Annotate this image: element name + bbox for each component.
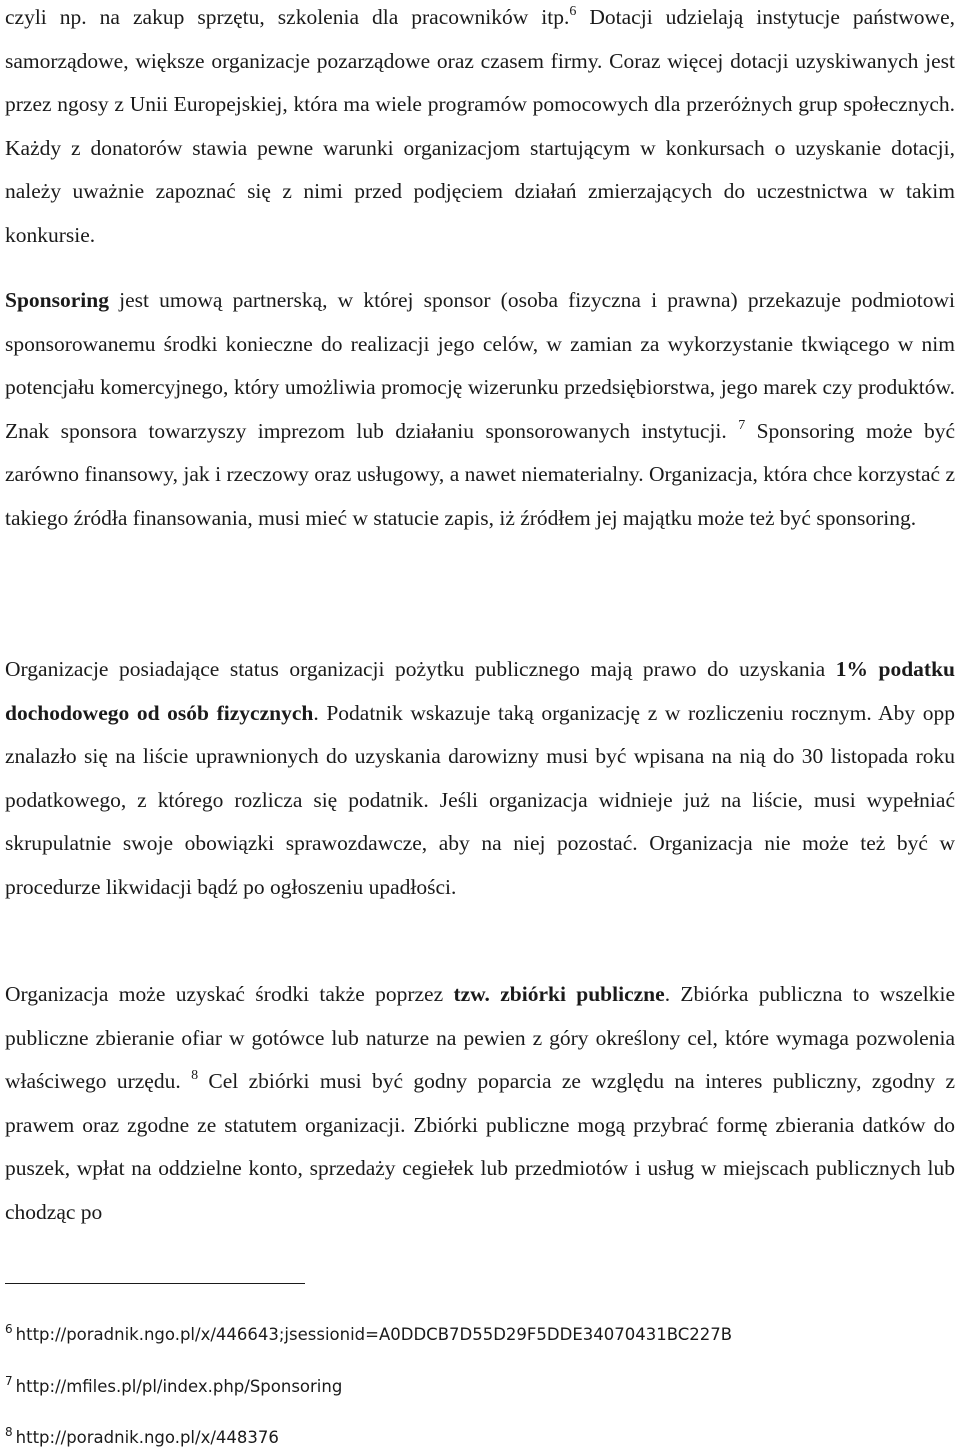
paragraph-dotacje (5, 0, 955, 258)
paragraph-text: . Zbiórka publiczna to wszelkie publiczne zbieranie ofiar w gotówce lub naturze na pewien z góry określony cel, które wymaga pozwolenia właściwego urzędu. (5, 982, 956, 1094)
paragraph-sponsoring (5, 279, 955, 541)
bold-term: 1% podatku dochodowego od osób fizycznych (5, 657, 955, 725)
paragraph-text: jest umową partnerską, w której sponsor (osoba fizyczna i prawna) przekazuje podmiotowi sponsorowanemu środki konieczne do realizacji jego celów, w zamian za wykorzystanie tkwiącego w nim potencjału komercyjnego, który umożliwia promocję wizerunku przedsiębiorstwa, jego marek czy produktów. Znak sponsora towarzyszy imprezom lub działaniu sponsorowanych instytucji. (5, 288, 955, 443)
bold-term: tzw. zbiórki publiczne (453, 982, 665, 1006)
footnote-number: 8 (5, 1425, 13, 1439)
footnote-item (5, 1324, 732, 1346)
paragraph-text: czyli np. na zakup sprzętu, szkolenia dla pracowników itp. (5, 5, 570, 29)
footnote-link[interactable]: http://poradnik.ngo.pl/x/448376 (15, 1428, 279, 1447)
footnote-number: 6 (5, 1322, 13, 1336)
footnote-item (5, 1427, 279, 1449)
paragraph-text: Cel zbiórki musi być godny poparcia ze względu na interes publiczny, zgodny z prawem oraz zgodne ze statutem organizacji. Zbiórki publiczne mogą przybrać formę zbierania datków do puszek, wpłat na oddzielne konto, sprzedaży cegiełek lub przedmiotów i usług w miejscach publicznych lub chodząc po (5, 1069, 955, 1224)
paragraph-text: Organizacje posiadające status organizacji pożytku publicznego mają prawo do uzyskania (5, 657, 836, 681)
footnote-link[interactable]: http://poradnik.ngo.pl/x/446643;jsessionid=A0DDCB7D55D29F5DDE34070431BC227B (15, 1325, 733, 1344)
footnote-number: 7 (5, 1374, 13, 1388)
footnote-ref[interactable]: 8 (191, 1068, 199, 1084)
footnote-separator (5, 1283, 305, 1284)
footnote-item (5, 1376, 342, 1398)
paragraph-text: . Podatnik wskazuje taką organizację z w rozliczeniu rocznym. Aby opp znalazło się na liście uprawnionych do uzyskania darowizny musi być wpisana na nią do 30 listopada roku podatkowego, z którego rozlicza się podatnik. Jeśli organizacja widnieje już na liście, musi wypełniać skrupulatnie swoje obowiązki sprawozdawcze, aby na niej pozostać. Organizacja nie może też być w procedurze likwidacji bądź po ogłoszeniu upadłości. (5, 700, 956, 899)
footnote-ref[interactable]: 7 (738, 417, 746, 433)
paragraph-opp (5, 648, 955, 910)
paragraph-text: Sponsoring może być zarówno finansowy, jak i rzeczowy oraz usługowy, a nawet niematerialny. Organizacja, która chce korzystać z takiego źródła finansowania, musi mieć w statucie zapis, iż źródłem jej majątku może też być sponsoring. (5, 418, 955, 530)
bold-term: Sponsoring (5, 288, 109, 312)
paragraph-zbiorki (5, 973, 955, 1235)
footnote-link[interactable]: http://mfiles.pl/pl/index.php/Sponsoring (15, 1377, 343, 1396)
paragraph-text: Organizacja może uzyskać środki także poprzez (5, 982, 454, 1006)
footnote-ref[interactable]: 6 (569, 4, 577, 19)
paragraph-text: Dotacji udzielają instytucje państwowe, samorządowe, większe organizacje pozarządowe oraz czasem firmy. Coraz więcej dotacji uzyskiwanych jest przez ngosy z Unii Europejskiej, która ma wiele programów pomocowych dla przeróżnych grup społecznych. Każdy z donatorów stawia pewne warunki organizacjom startującym w konkursach o uzyskanie dotacji, należy uważnie zapoznać się z nimi przed podjęciem działań zmierzających do uczestnictwa w takim konkursie. (5, 5, 955, 247)
